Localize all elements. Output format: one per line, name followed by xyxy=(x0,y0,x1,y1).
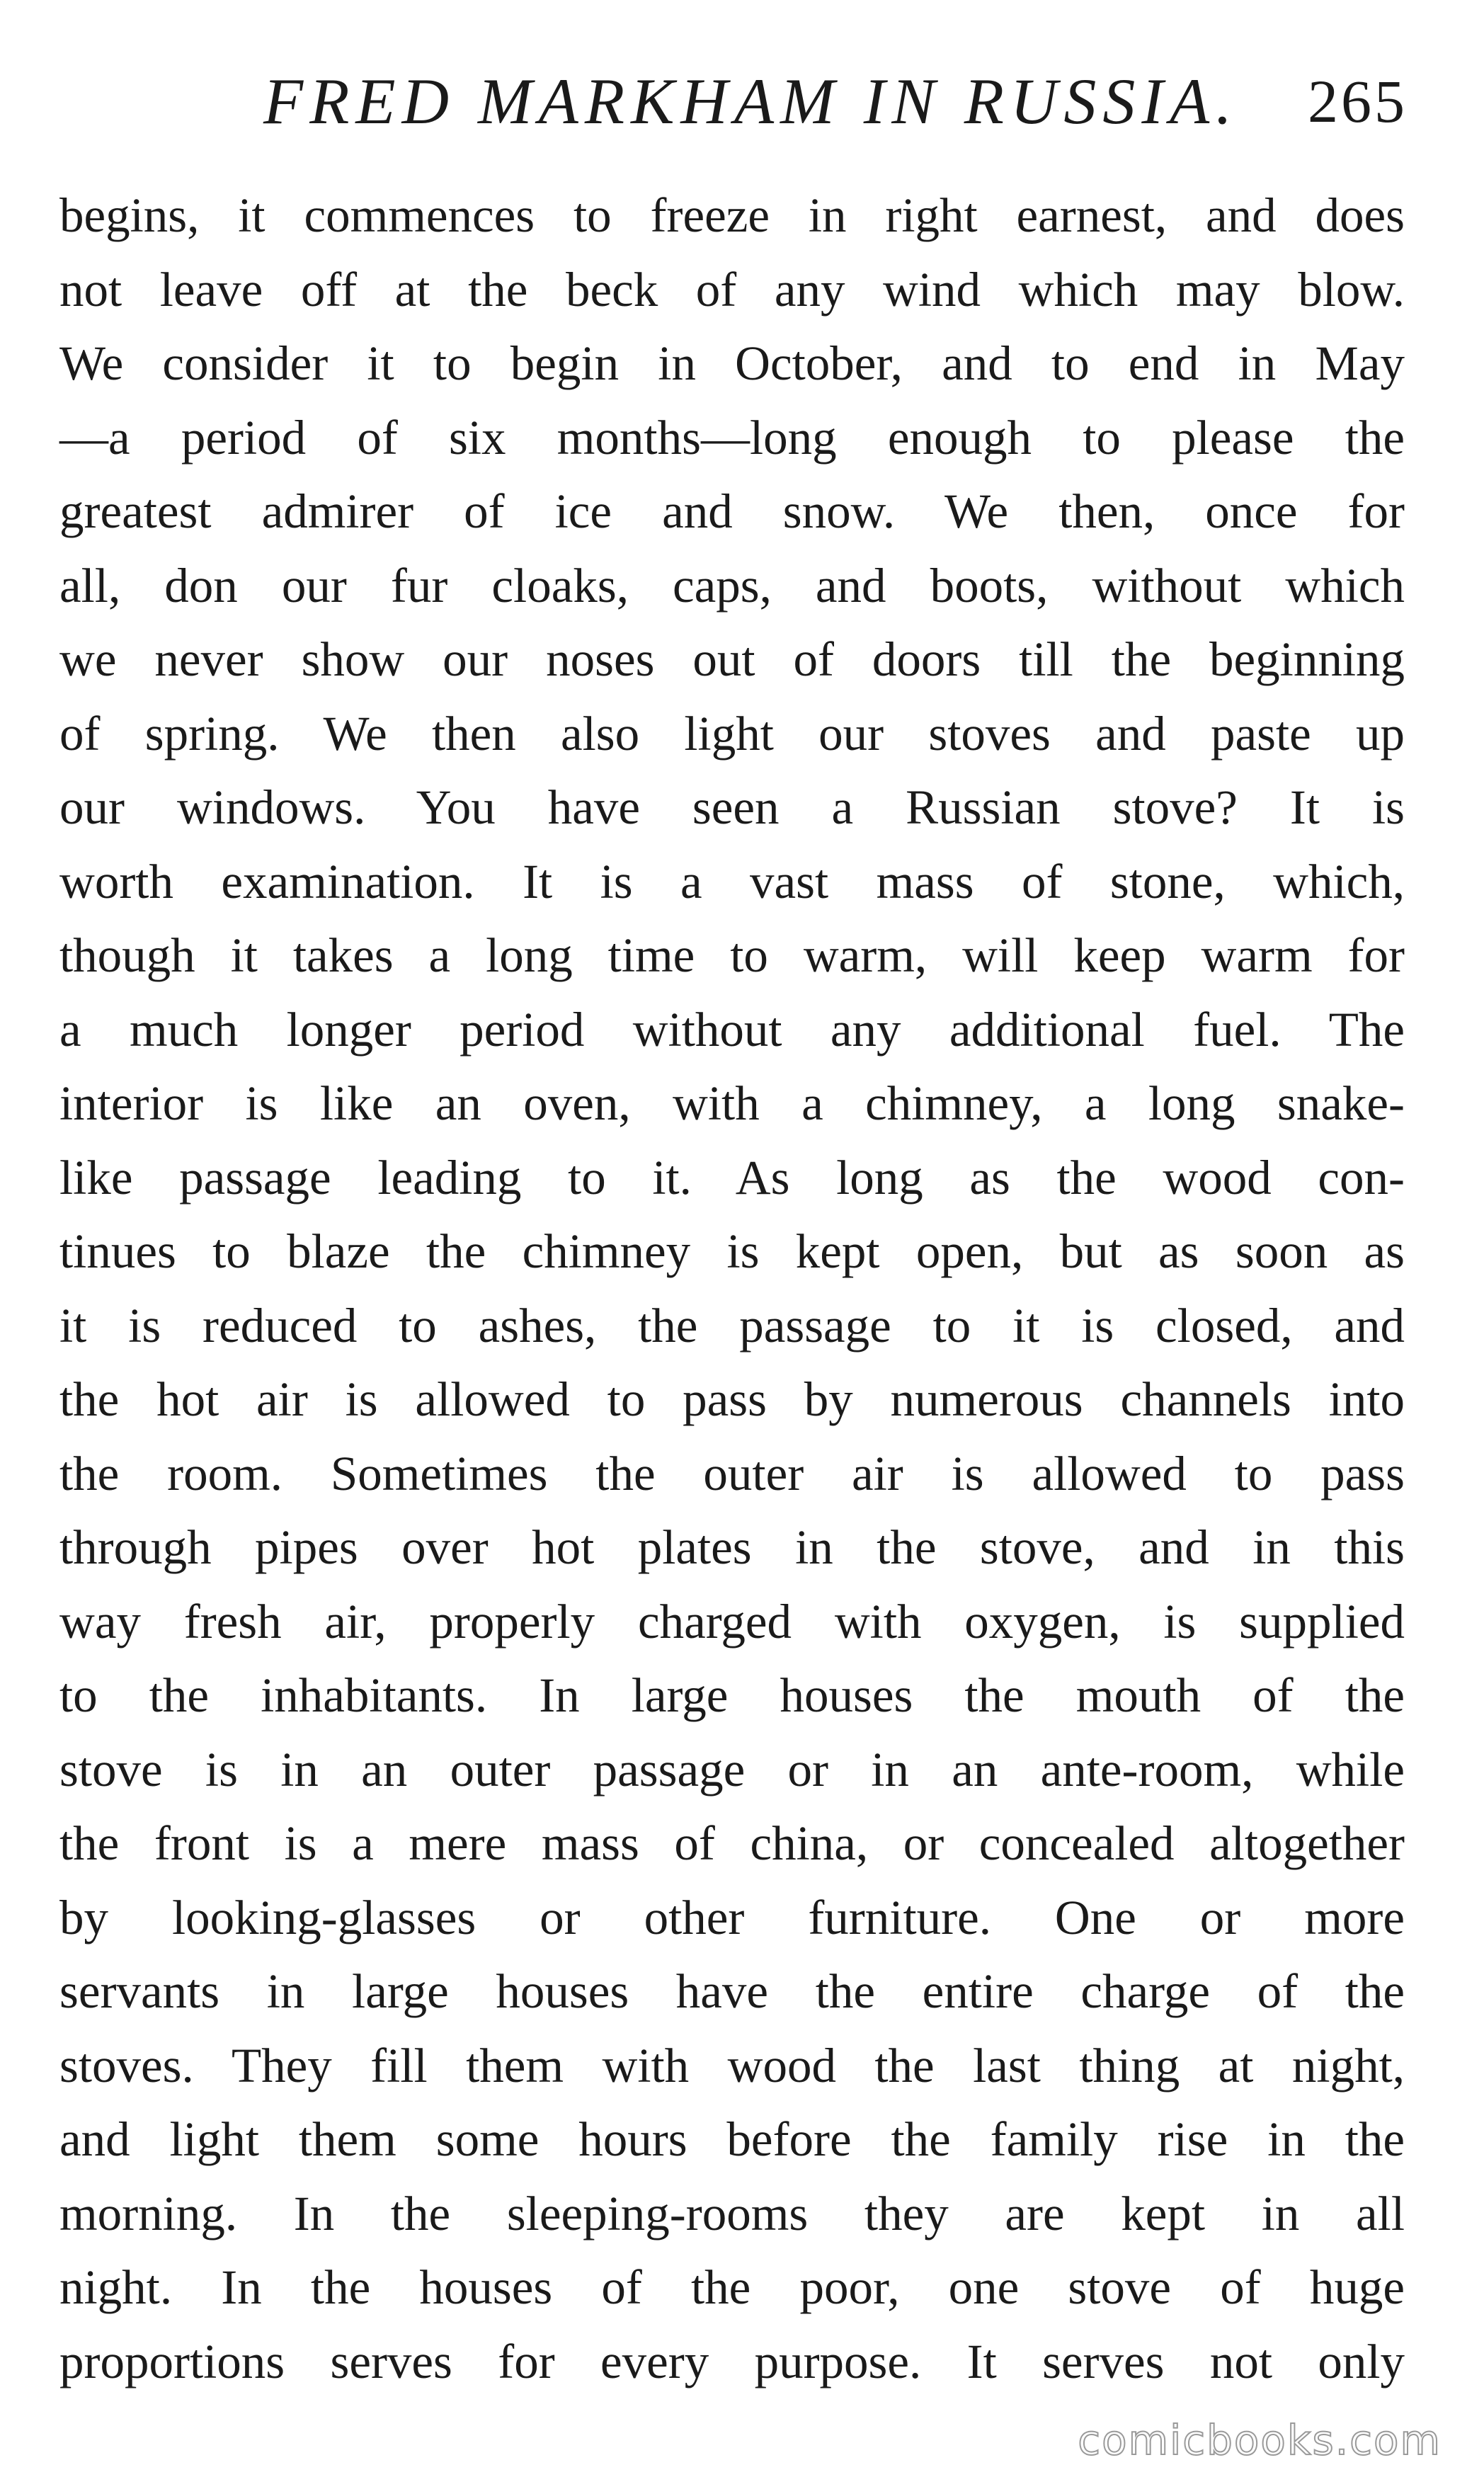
text-line: through pipes over hot plates in the stove, and in this xyxy=(59,1520,1405,1574)
text-line: our windows. You have seen a Russian stove? It is xyxy=(59,780,1405,834)
text-line: way fresh air, properly charged with oxygen, is supplied xyxy=(59,1594,1405,1649)
text-line: a much longer period without any additional fuel. The xyxy=(59,1002,1405,1057)
text-line: worth examination. It is a vast mass of stone, which, xyxy=(59,854,1405,909)
text-line: like passage leading to it. As long as the wood con- xyxy=(59,1150,1405,1205)
body-text xyxy=(59,178,1405,2398)
text-line: morning. In the sleeping-rooms they are kept in all xyxy=(59,2186,1405,2240)
text-line: though it takes a long time to warm, will keep warm for xyxy=(59,928,1405,982)
text-line: all, don our fur cloaks, caps, and boots, without which xyxy=(59,558,1405,613)
text-line: and light them some hours before the family rise in the xyxy=(59,2112,1405,2166)
running-title: FRED MARKHAM IN RUSSIA. xyxy=(263,65,1239,137)
text-line: the hot air is allowed to pass by numerous channels into xyxy=(59,1372,1405,1426)
text-line: it is reduced to ashes, the passage to it is closed, and xyxy=(59,1298,1405,1353)
text-line: by looking-glasses or other furniture. One or more xyxy=(59,1890,1405,1944)
watermark: comicbooks.com xyxy=(1078,2416,1442,2464)
text-line: we never show our noses out of doors till the beginning xyxy=(59,632,1405,686)
text-line: not leave off at the beck of any wind which may blow. xyxy=(59,262,1405,317)
text-line: begins, it commences to freeze in right earnest, and does xyxy=(59,188,1405,242)
text-line: servants in large houses have the entire charge of the xyxy=(59,1964,1405,2018)
text-line: tinues to blaze the chimney is kept open, but as soon as xyxy=(59,1224,1405,1278)
text-line: stove is in an outer passage or in an ante-room, while xyxy=(59,1742,1405,1796)
running-head xyxy=(0,50,1484,149)
text-line: greatest admirer of ice and snow. We then, once for xyxy=(59,484,1405,538)
text-line: —a period of six months—long enough to please the xyxy=(59,410,1405,465)
text-line: to the inhabitants. In large houses the mouth of the xyxy=(59,1668,1405,1722)
text-line: the front is a mere mass of china, or concealed altogether xyxy=(59,1816,1405,1870)
text-line: the room. Sometimes the outer air is allowed to pass xyxy=(59,1446,1405,1501)
text-line: stoves. They fill them with wood the last thing at night, xyxy=(59,2038,1405,2092)
text-line: interior is like an oven, with a chimney, a long snake- xyxy=(59,1076,1405,1130)
page-number: 265 xyxy=(1308,67,1408,135)
text-line: of spring. We then also light our stoves and paste up xyxy=(59,706,1405,761)
text-line: proportions serves for every purpose. It serves not only xyxy=(59,2334,1405,2388)
text-line: We consider it to begin in October, and to end in May xyxy=(59,336,1405,390)
text-line: night. In the houses of the poor, one stove of huge xyxy=(59,2260,1405,2314)
